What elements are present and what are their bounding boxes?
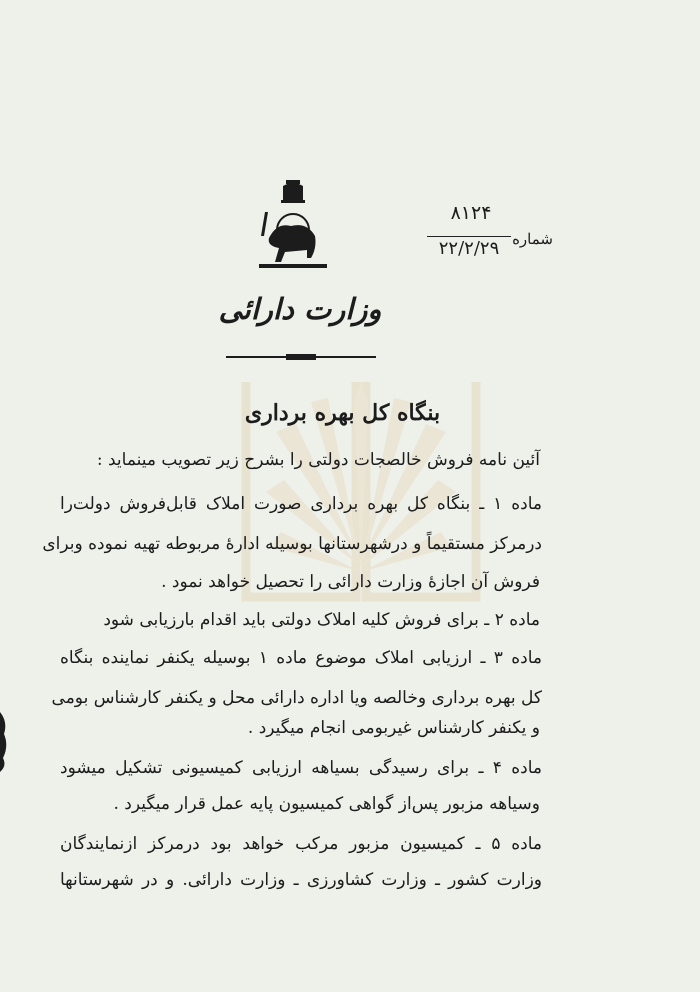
number-underline	[427, 236, 511, 237]
body-line: درمرکز مستقیماً و درشهرستانها بوسیله ادارهٔ مربوطه تهیه نموده وبرای	[42, 534, 542, 554]
body-line: آئین نامه فروش خالصجات دولتی را بشرح زیر تصویب مینماید :	[96, 450, 540, 470]
body-line: ماده ۳ ـ ارزیابی املاک موضوع ماده ۱ بوسیله یکنفر نماینده بنگاه	[60, 648, 542, 668]
ministry-title: وزارت دارائی	[218, 292, 382, 326]
ornamental-divider	[226, 354, 376, 360]
body-line: ماده ۱ ـ بنگاه کل بهره برداری صورت املاک قابل‌فروش دولت‌را	[60, 494, 543, 514]
body-line: ماده ۴ ـ برای رسیدگی بسیاهه ارزیابی کمیسیونی تشکیل میشود	[60, 758, 543, 778]
body-line: ماده ۵ ـ کمیسیون مزبور مرکب خواهد بود درمرکز ازنمایندگان	[60, 834, 543, 854]
body-line: وسیاهه مزبور پس‌از گواهی کمیسیون پایه عمل قرار میگیرد .	[113, 794, 540, 814]
letter-number: ۸۱۲۴	[450, 202, 492, 224]
binding-edge-mark	[0, 712, 10, 772]
letter-date: ۲۲/۲/۲۹	[438, 238, 500, 259]
body-line: ماده ۲ ـ برای فروش کلیه املاک دولتی باید اقدام بارزیابی شود	[103, 610, 540, 630]
body-line: و یکنفر کارشناس غیربومی انجام میگیرد .	[247, 718, 540, 738]
department-heading: بنگاه کل بهره برداری	[244, 400, 441, 426]
body-line: فروش آن اجازهٔ وزارت دارائی را تحصیل خواهد نمود .	[161, 572, 540, 592]
lion-and-sun-emblem	[255, 178, 331, 270]
body-line: وزارت کشور ـ وزارت کشاورزی ـ وزارت دارائی. و در شهرستانها	[60, 870, 542, 890]
body-line: کل بهره برداری وخالصه ویا اداره دارائی محل و یکنفر کارشناس بومی	[51, 688, 542, 708]
letter-number-block	[415, 200, 555, 270]
number-label: شماره	[512, 230, 553, 248]
